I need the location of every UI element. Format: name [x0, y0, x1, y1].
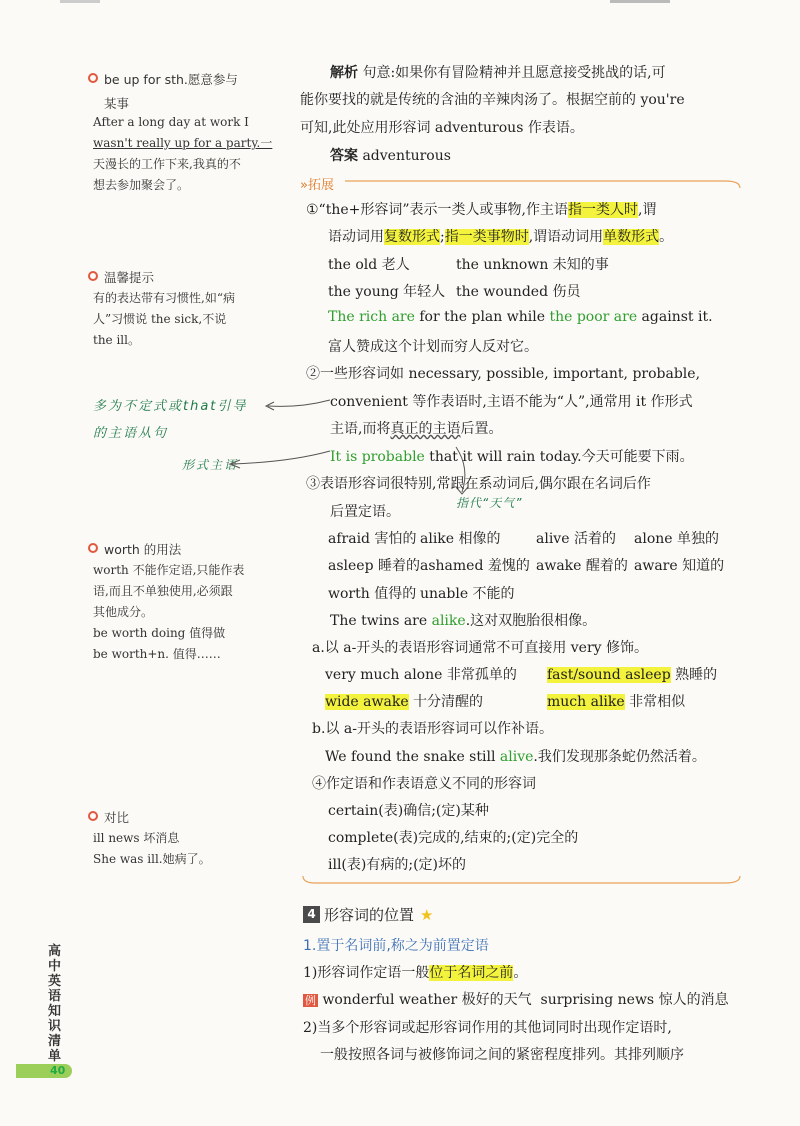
handwritten-note-formal-subject: 形式主语: [182, 458, 239, 472]
adj-row-3: worth 值得的 unable 不能的: [328, 586, 515, 602]
star-icon: ★: [420, 905, 434, 924]
ext-example-row-2: the young 年轻人 the wounded 伤员: [328, 284, 581, 300]
ext-point-4: ④作定语和作表语意义不同的形容词: [312, 776, 536, 792]
ext-point-3-line-1: ③表语形容词很特别,常跟在系动词后,偶尔跟在名词后作: [306, 476, 651, 492]
ext-note-b: b.以 a-开头的表语形容词可以作补语。: [312, 721, 553, 737]
ext-point-1-line-1: ①“the+形容词”表示一类人或事物,作主语指一类人时,谓: [306, 202, 657, 218]
ext-note-a: a.以 a-开头的表语形容词通常不可直接用 very 修饰。: [312, 640, 649, 656]
analysis-label: 解析: [330, 65, 358, 81]
section-4-rule-2-line-2: 一般按照各词与被修饰词之间的紧密程度排列。其排列顺序: [320, 1047, 684, 1063]
worth-text: worth 不能作定语,只能作表 语,而且不单独使用,必须跟 其他成分。 be worth doing 值得做 be worth+n. 值得……: [93, 563, 245, 661]
tip-title: 温馨提示: [88, 268, 154, 286]
section-4-heading: [303, 904, 433, 925]
handwritten-note-weather: 指代“天气”: [456, 496, 523, 510]
top-mark-right: [610, 0, 670, 3]
worth-title: worth 的用法: [88, 540, 181, 558]
twins-example: The twins are alike.这对双胞胎很相像。: [330, 613, 597, 629]
be-up-example: After a long day at work I wasn't really up for a party.一 天漫长的工作下来,我真的不 想去参加聚会了。: [93, 115, 273, 192]
ext-point-1-line-2: 语动词用复数形式;指一类事物时,谓语动词用单数形式。: [328, 229, 674, 245]
adj-row-1: afraid 害怕的 alike 相像的 alive 活着的 alone 单独的: [328, 531, 720, 547]
bullet-icon: [88, 73, 98, 83]
ext-note-a-examples-1: very much alone 非常孤单的 fast/sound asleep 熟睡的: [325, 667, 718, 683]
contrast-text: ill news 坏消息 She was ill.她病了。: [93, 831, 211, 866]
analysis-line-1: 解析 句意:如果你有冒险精神并且愿意接受挑战的话,可: [330, 65, 666, 81]
section-title: 形容词的位置: [324, 906, 415, 924]
ext-example-row-1: the old 老人 the unknown 未知的事: [328, 257, 609, 273]
ext-point-4-row-1: certain(表)确信;(定)某种: [328, 803, 489, 819]
arrow-icon: »: [300, 178, 308, 193]
ext-point-2-line-2: convenient 等作表语时,主语不能为“人”,通常用 it 作形式: [330, 394, 693, 410]
adj-row-2: asleep 睡着的ashamed 羞愧的 awake 醒着的 aware 知道的: [328, 558, 725, 574]
bullet-icon: [88, 271, 98, 281]
ext-note-a-examples-2: wide awake 十分清醒的 much alike 非常相似: [325, 694, 686, 710]
ext-point-3-line-2: 后置定语。: [330, 504, 400, 520]
page-number: 40: [50, 1064, 66, 1077]
contrast-title: 对比: [88, 808, 129, 826]
bullet-icon: [88, 543, 98, 553]
ext-note-b-example: We found the snake still alive.我们发现那条蛇仍然活着。: [325, 749, 706, 765]
section-4-sub-1: 1.置于名词前,称之为前置定语: [303, 938, 489, 954]
ext-point-2-example: It is probable that it will rain today.今天可能要下雨。: [330, 449, 694, 465]
handwritten-note-subject: 多为不定式或that引导 的主语从句: [93, 399, 248, 441]
ext-point-2-line-3: 主语,而将真正的主语后置。: [330, 421, 503, 437]
bullet-icon: [88, 811, 98, 821]
ext-example-rich: The rich are for the plan while the poor are against it.: [328, 309, 713, 325]
vertical-title: 高中英语知识清单: [48, 944, 62, 1064]
section-4-rule-1: 1)形容词作定语一般位于名词之前。: [303, 965, 528, 981]
ext-point-2-line-1: ②一些形容词如 necessary, possible, important, probable,: [306, 366, 701, 382]
example-tag: 例: [305, 994, 316, 1007]
answer-line: 答案 adventurous: [330, 148, 451, 164]
section-4-rule-2-line-1: 2)当多个形容词或起形容词作用的其他词同时出现作定语时,: [303, 1020, 672, 1036]
ext-example-rich-cn: 富人赞成这个计划而穷人反对它。: [328, 339, 538, 355]
answer-label: 答案: [330, 148, 358, 164]
be-up-title: be up for sth.愿意参与 某事: [88, 70, 238, 112]
ext-point-4-row-3: ill(表)有病的;(定)坏的: [328, 857, 466, 873]
analysis-line-2: 能你要找的就是传统的含油的辛辣肉汤了。根据空前的 you're: [300, 92, 685, 108]
tip-text: 有的表达带有习惯性,如“病 人”习惯说 the sick,不说 the ill。: [93, 291, 235, 347]
section-4-example: 例 wonderful weather 极好的天气 surprising news 惊人的消息: [305, 992, 729, 1008]
top-mark-left: [60, 0, 100, 3]
section-number: 4: [303, 906, 320, 923]
ext-point-4-row-2: complete(表)完成的,结束的;(定)完全的: [328, 830, 579, 846]
extension-label: »拓展: [300, 178, 334, 193]
analysis-line-3: 可知,此处应用形容词 adventurous 作表语。: [300, 120, 584, 136]
